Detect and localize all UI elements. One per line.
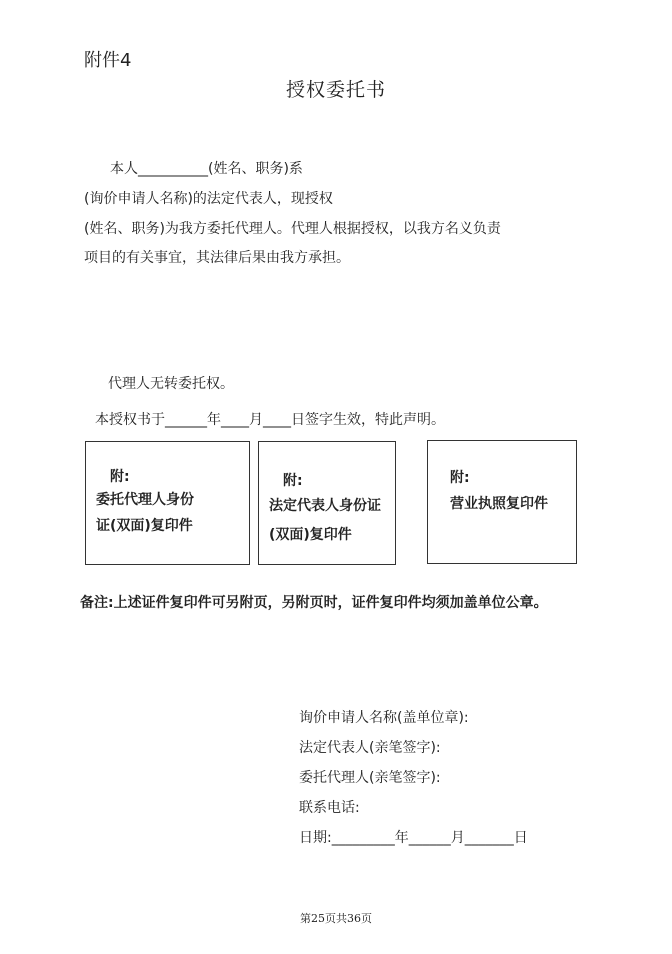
attachment-box-title: 附:	[283, 473, 303, 489]
no-transfer-statement: 代理人无转委托权。	[108, 376, 234, 392]
signature-agent: 委托代理人(亲笔签字):	[299, 770, 441, 786]
page-number: 第25页共36页	[300, 912, 372, 925]
attachment-box-title: 附:	[110, 469, 130, 485]
attachment-box-line: 法定代表人身份证	[269, 498, 381, 514]
signature-legal-rep: 法定代表人(亲笔签字):	[299, 740, 441, 756]
signature-phone: 联系电话:	[299, 800, 360, 816]
attachment-box-business-license	[427, 440, 577, 564]
signature-applicant: 询价申请人名称(盖单位章):	[299, 710, 469, 726]
body-line-consequence: 项目的有关事宜，其法律后果由我方承担。	[84, 250, 350, 266]
signature-date: 日期:_________年______月_______日	[299, 830, 528, 846]
attachment-box-legal-rep-id	[258, 441, 396, 565]
attachment-box-agent-id	[85, 441, 250, 565]
effective-date-statement: 本授权书于______年____月____日签字生效，特此声明。	[95, 412, 445, 428]
attachment-box-title: 附:	[450, 470, 470, 486]
body-line-principal: 本人__________(姓名、职务)系	[110, 161, 303, 177]
attachment-box-line: 委托代理人身份	[96, 492, 194, 508]
body-line-agent: (姓名、职务)为我方委托代理人。代理人根据授权，以我方名义负责	[84, 221, 501, 237]
attachment-box-line: (双面)复印件	[269, 527, 352, 543]
attachment-label: 附件4	[84, 50, 132, 71]
remark-note: 备注:上述证件复印件可另附页，另附页时，证件复印件均须加盖单位公章。	[80, 595, 548, 611]
body-line-applicant: (询价申请人名称)的法定代表人，现授权	[84, 191, 333, 207]
document-title: 授权委托书	[285, 79, 386, 101]
attachment-box-line: 营业执照复印件	[450, 496, 548, 512]
attachment-box-line: 证(双面)复印件	[96, 518, 193, 534]
